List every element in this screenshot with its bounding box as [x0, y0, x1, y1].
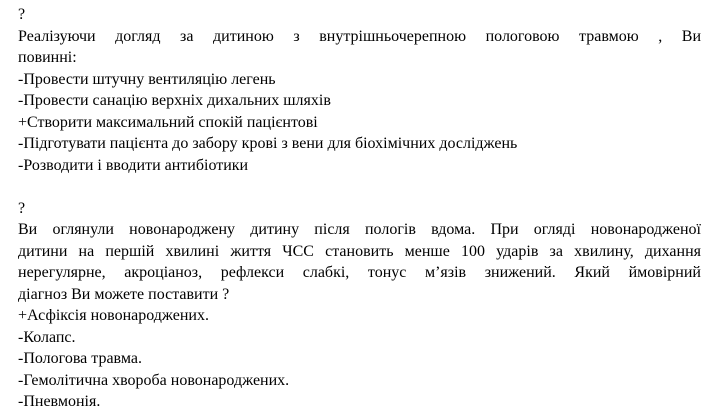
question-2 [18, 198, 701, 413]
question-2-option: +Асфіксія новонароджених. [18, 307, 209, 324]
blank-line [18, 176, 701, 198]
question-1-option: +Створити максимальний спокій пацієнтові [18, 113, 318, 131]
question-1-option: -Розводити і вводити антибіотики [18, 156, 249, 174]
question-2-stem-line-4: діагноз Ви можете поставити ? [18, 285, 230, 303]
question-2-option: -Колапс. [18, 328, 76, 346]
question-1-stem-line-1: Реалізуючи догляд за дитиною з внутрішньочерепною пологовою травмою , Ви [18, 27, 701, 45]
question-2-stem-line-2: дитини на першій хвилині життя ЧСС становить менше 100 ударів за хвилину, дихання [18, 242, 701, 260]
question-1 [18, 4, 701, 176]
question-2-stem-line-1: Ви оглянули новонароджену дитину після пологів вдома. При огляді новонародженої [18, 221, 701, 238]
question-1-marker: ? [18, 6, 26, 23]
question-2-option: -Пневмонія. [18, 393, 101, 410]
question-1-option: -Підготувати пацієнта до забору крові з вени для біохімічних досліджень [18, 135, 518, 152]
question-2-option: -Гемолітична хвороба новонароджених. [18, 371, 290, 389]
question-1-option: -Провести санацію верхніх дихальних шляхів [18, 92, 331, 109]
question-1-stem-line-2: повинні: [18, 49, 77, 66]
question-2-stem-line-3: нерегулярне, акроціаноз, рефлекси слабкі, тонус м’язів знижений. Який ймовірний [18, 264, 701, 281]
question-2-marker: ? [18, 199, 26, 217]
question-2-option: -Пологова травма. [18, 350, 142, 367]
question-1-option: -Провести штучну вентиляцію легень [18, 70, 276, 88]
document-page [18, 4, 701, 413]
